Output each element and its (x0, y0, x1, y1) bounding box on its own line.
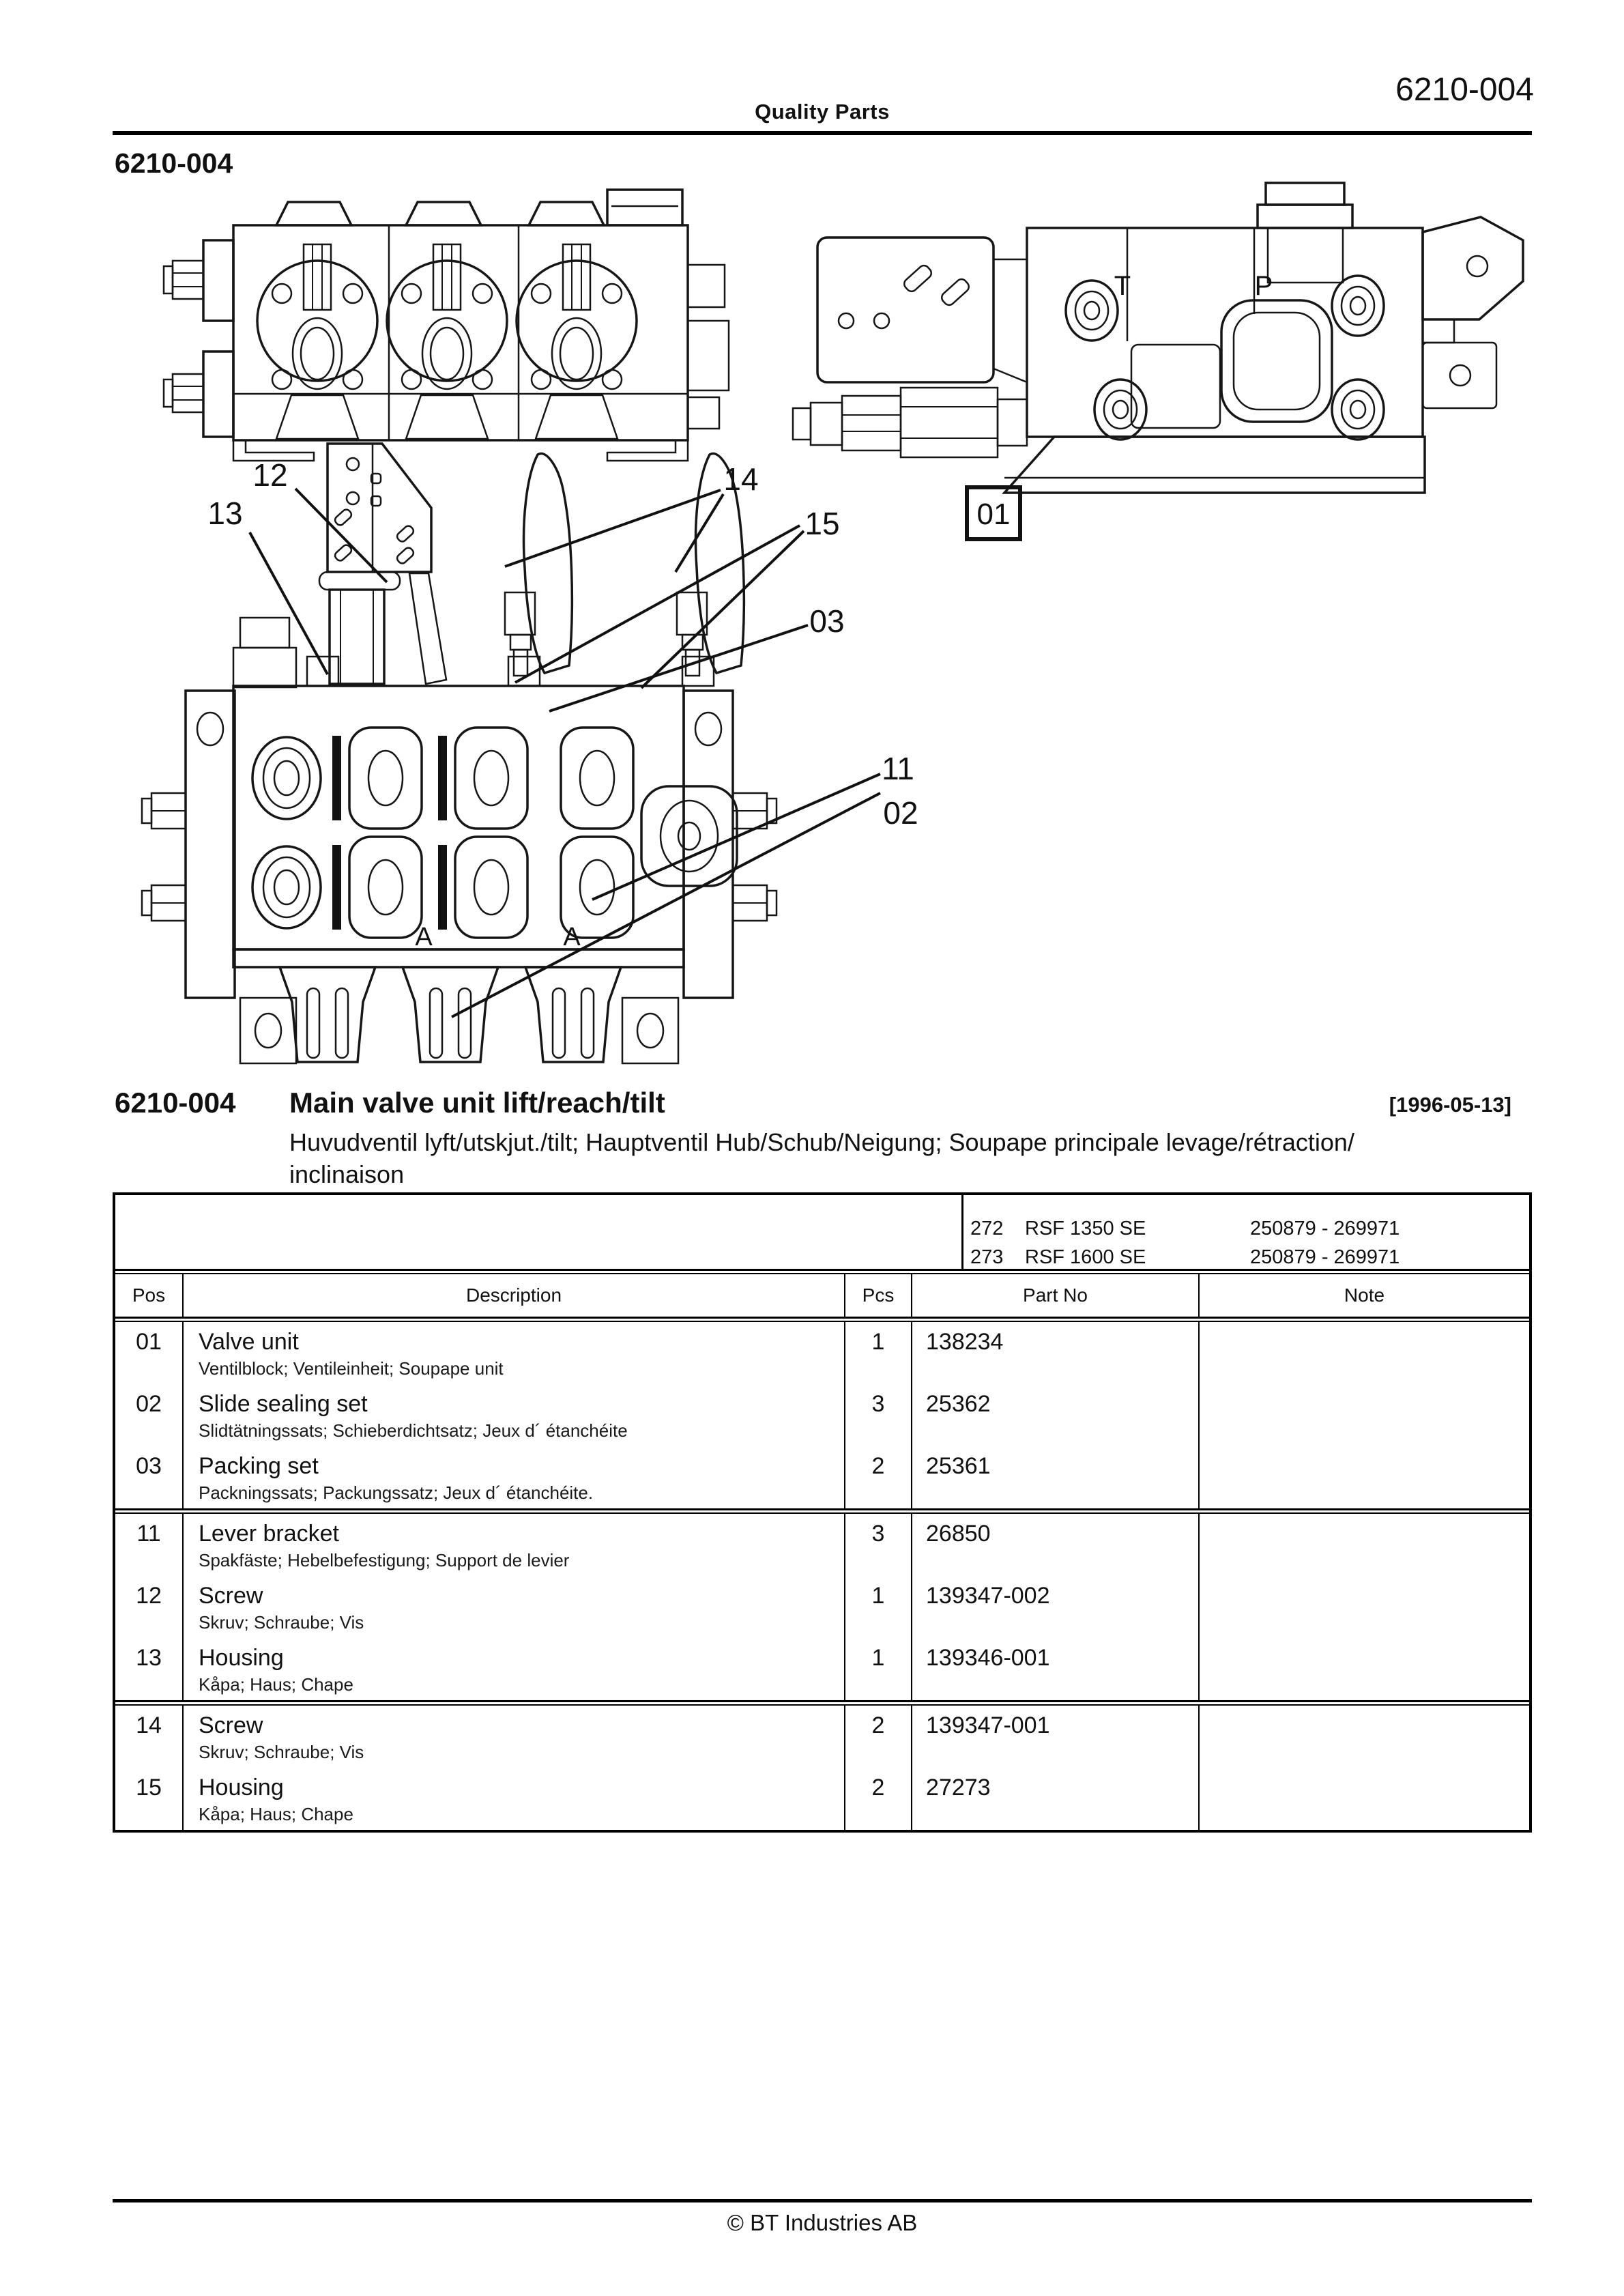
model-row (963, 1243, 1529, 1272)
description-translations: Ventilblock; Ventileinheit; Soupape unit (199, 1358, 504, 1379)
table-divider (115, 1700, 1529, 1706)
model-band (115, 1195, 1529, 1269)
cell-pos: 01 (115, 1322, 184, 1384)
seal-strip (438, 736, 447, 820)
cell-note (1200, 1706, 1529, 1768)
cell-pos: 11 (115, 1514, 184, 1576)
boxed-reference-label: 01 (976, 498, 1011, 531)
parts-table (113, 1192, 1532, 1833)
model-band-empty (115, 1195, 963, 1269)
cell-part-no: 139346-001 (912, 1638, 1200, 1700)
model-name: RSF 1600 SE (1025, 1246, 1146, 1268)
callout-11: 11 (882, 751, 914, 786)
model-row (963, 1214, 1529, 1243)
cell-description (184, 1384, 845, 1446)
table-group (115, 1322, 1529, 1508)
cell-pcs: 1 (845, 1638, 912, 1700)
callout-15: 15 (804, 506, 840, 541)
page-title: Main valve unit lift/reach/tilt (289, 1087, 665, 1119)
valve-section (517, 244, 637, 389)
lever-bracket-forks (280, 967, 621, 1062)
description-main: Packing set (199, 1453, 319, 1479)
description-translations: Kåpa; Haus; Chape (199, 1804, 353, 1824)
valve-section (387, 244, 507, 389)
table-row (115, 1638, 1529, 1700)
description-translations: Skruv; Schraube; Vis (199, 1612, 364, 1633)
cell-pcs: 1 (845, 1576, 912, 1638)
port-label-a1: A (415, 923, 433, 951)
cell-part-no: 26850 (912, 1514, 1200, 1576)
cell-pos: 15 (115, 1768, 184, 1830)
title-section-code: 6210-004 (115, 1087, 236, 1119)
page-header-title: Quality Parts (755, 100, 890, 124)
port-label-t: T (1114, 271, 1131, 301)
table-row (115, 1768, 1529, 1830)
callout-labels (207, 457, 918, 831)
description-translations: Slidtätningssats; Schieberdichtsatz; Jeux d´ étanchéite (199, 1420, 628, 1441)
cell-part-no: 138234 (912, 1322, 1200, 1384)
cell-note (1200, 1322, 1529, 1384)
cell-note (1200, 1514, 1529, 1576)
cell-description (184, 1322, 845, 1384)
description-main: Screw (199, 1712, 263, 1738)
cell-part-no: 139347-001 (912, 1706, 1200, 1768)
description-translations: Spakfäste; Hebelbefestigung; Support de levier (199, 1550, 570, 1570)
subtitle-line-1: Huvudventil lyft/utskjut./tilt; Hauptventil Hub/Schub/Neigung; Soupape principale levage/rétraction/ (289, 1128, 1354, 1156)
cell-pcs: 1 (845, 1322, 912, 1384)
seal-strip (332, 845, 341, 930)
cell-description (184, 1446, 845, 1508)
cell-pos: 03 (115, 1446, 184, 1508)
header-rule (113, 131, 1532, 135)
cell-pos: 13 (115, 1638, 184, 1700)
port-label-p: P (1254, 271, 1273, 301)
cell-note (1200, 1768, 1529, 1830)
model-list (963, 1195, 1529, 1269)
cell-pcs: 3 (845, 1514, 912, 1576)
cell-part-no: 139347-002 (912, 1576, 1200, 1638)
callout-12: 12 (252, 457, 288, 493)
exploded-parts-diagram (96, 176, 1542, 1072)
cell-part-no: 25361 (912, 1446, 1200, 1508)
table-row (115, 1514, 1529, 1576)
cell-note (1200, 1446, 1529, 1508)
cell-pos: 02 (115, 1384, 184, 1446)
footer-copyright: © BT Industries AB (727, 2210, 918, 2235)
section-code: 6210-004 (115, 147, 233, 179)
callout-03: 03 (809, 603, 845, 639)
cell-pcs: 2 (845, 1768, 912, 1830)
table-header-row (115, 1274, 1529, 1317)
description-main: Housing (199, 1645, 284, 1671)
seal-strip (438, 845, 447, 930)
footer-rule (113, 2199, 1532, 2202)
model-code: 273 (970, 1246, 1004, 1268)
cell-pos: 14 (115, 1706, 184, 1768)
title-subtitle (289, 1126, 1449, 1190)
cell-description (184, 1576, 845, 1638)
column-header-note: Note (1344, 1285, 1385, 1306)
callout-14: 14 (723, 461, 759, 497)
description-main: Housing (199, 1775, 284, 1800)
title-date: [1996-05-13] (1389, 1093, 1511, 1117)
valve-exploded-view (142, 444, 777, 1063)
description-main: Slide sealing set (199, 1391, 368, 1417)
cell-description (184, 1638, 845, 1700)
cell-description (184, 1514, 845, 1576)
description-main: Lever bracket (199, 1521, 339, 1547)
seal-strip (332, 736, 341, 820)
cell-pos: 12 (115, 1576, 184, 1638)
model-serial: 250879 - 269971 (1250, 1246, 1400, 1268)
description-main: Screw (199, 1583, 263, 1609)
table-row (115, 1446, 1529, 1508)
column-header-pos: Pos (115, 1274, 184, 1317)
description-main: Valve unit (199, 1329, 299, 1355)
table-divider (115, 1317, 1529, 1322)
description-translations: Skruv; Schraube; Vis (199, 1742, 364, 1762)
model-name: RSF 1350 SE (1025, 1218, 1146, 1239)
cell-part-no: 25362 (912, 1384, 1200, 1446)
cell-description (184, 1768, 845, 1830)
column-header-part-no: Part No (912, 1274, 1200, 1317)
table-group (115, 1706, 1529, 1830)
table-row (115, 1706, 1529, 1768)
bracket-plate (319, 444, 446, 684)
cell-part-no: 27273 (912, 1768, 1200, 1830)
cell-pcs: 2 (845, 1446, 912, 1508)
table-group (115, 1514, 1529, 1700)
callout-13: 13 (207, 496, 243, 531)
model-serial: 250879 - 269971 (1250, 1218, 1400, 1239)
table-row (115, 1576, 1529, 1638)
valve-section (257, 244, 377, 389)
callout-02: 02 (883, 795, 918, 831)
cell-note (1200, 1576, 1529, 1638)
page-header-code: 6210-004 (1395, 72, 1534, 108)
lever-assembly (505, 454, 572, 676)
cell-pcs: 2 (845, 1706, 912, 1768)
port-label-a2: A (563, 923, 581, 951)
subtitle-line-2: inclinaison (289, 1160, 405, 1188)
table-divider (115, 1508, 1529, 1514)
description-translations: Packningssats; Packungssatz; Jeux d´ étanchéite. (199, 1482, 594, 1503)
cell-pcs: 3 (845, 1384, 912, 1446)
cell-description (184, 1706, 845, 1768)
column-header-description: Description (184, 1274, 845, 1317)
table-row (115, 1384, 1529, 1446)
valve-front-view (164, 190, 729, 461)
table-row (115, 1322, 1529, 1384)
model-code: 272 (970, 1218, 1004, 1239)
valve-side-view (793, 183, 1523, 493)
boxed-reference (967, 487, 1020, 539)
description-translations: Kåpa; Haus; Chape (199, 1674, 353, 1695)
column-header-pcs: Pcs (845, 1274, 912, 1317)
cell-note (1200, 1638, 1529, 1700)
cell-note (1200, 1384, 1529, 1446)
